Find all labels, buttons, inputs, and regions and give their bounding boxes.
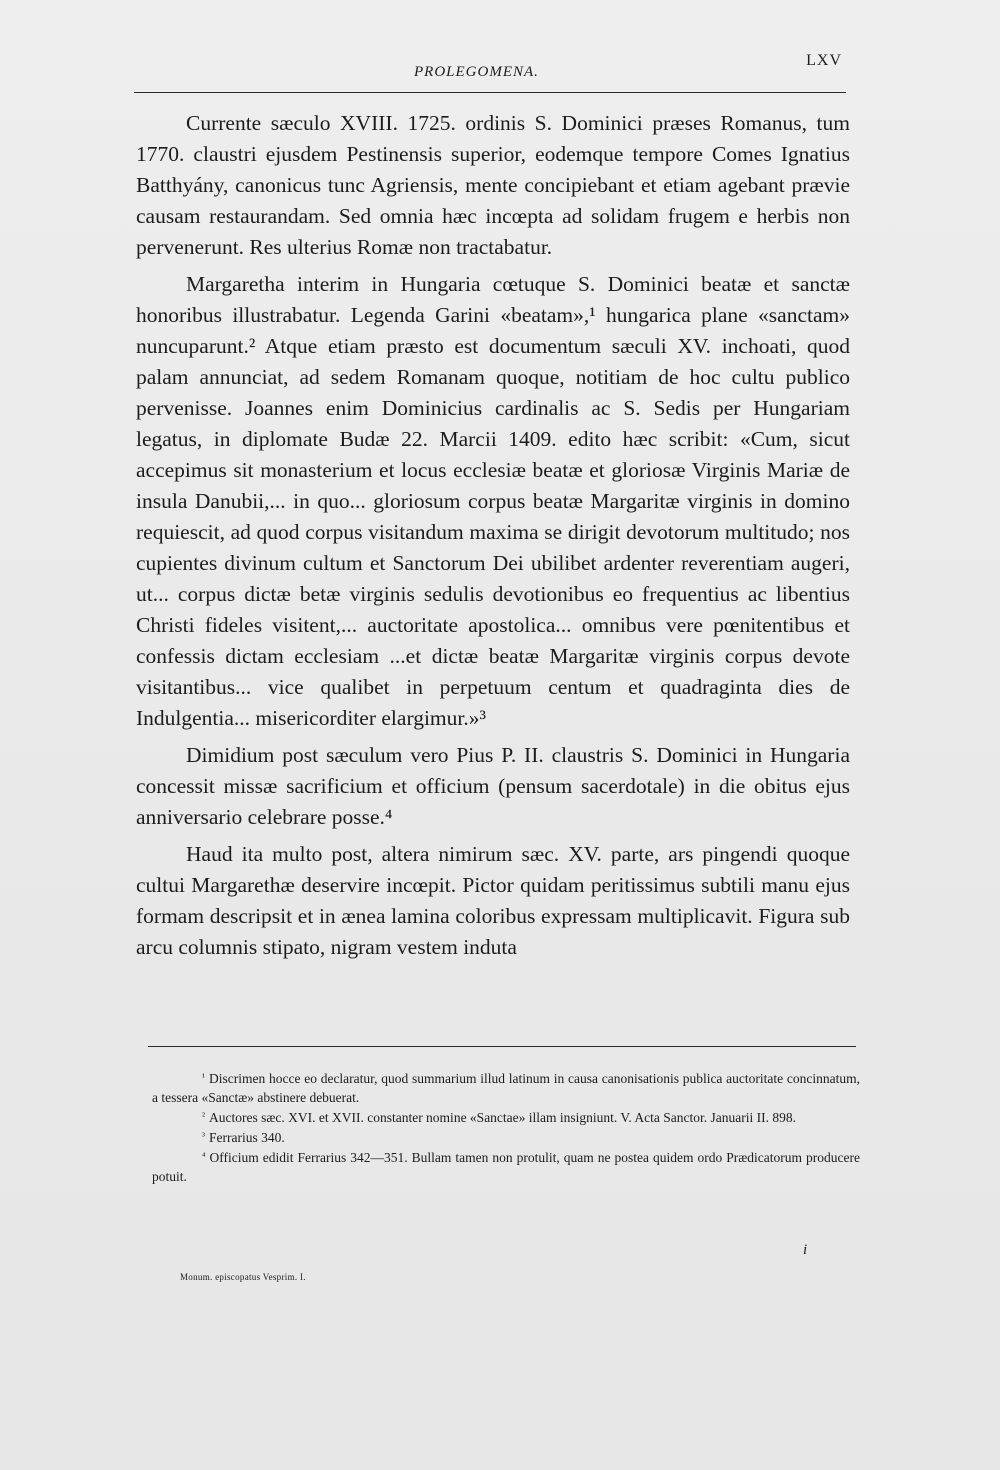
footnote xyxy=(152,1068,860,1107)
page-number: LXV xyxy=(806,52,842,69)
footnote-number: ¹ xyxy=(202,1072,205,1083)
footnote xyxy=(152,1147,860,1186)
paragraph: Margaretha interim in Hungaria cœtuque S. Dominici beatæ et sanctæ honoribus illustrabatur. Legenda Garini «beatam»,¹ hungarica plane «sanctam» nuncuparunt.² Atque etiam præsto est documentum sæculi XV. inchoati, quod palam annunciat, ad sedem Romanam quoque, notitiam de hoc cultu publico pervenisse. Joannes enim Dominicius cardinalis ac S. Sedis per Hungariam legatus, in diplomate Budæ 22. Marcii 1409. edito hæc scribit: «Cum, sicut accepimus sit monasterium et locus ecclesiæ beatæ et gloriosæ Virginis Mariæ de insula Danubii,... in quo... gloriosum corpus beatæ Margaritæ virginis in domino requiescit, ad quod corpus visitandum maxima se dirigit devotorum multitudo; nos cupientes divinum cultum et Sanctorum Dei ubilibet ardenter reverentiam augeri, ut... corpus dictæ betæ virginis sedulis devotionibus eo frequentius ac libentius Christi fideles visitent,... auctoritate apostolica... omnibus vere pœnitentibus et confessis dictam ecclesiam ...et dictæ beatæ Margaritæ virginis corpus devote visitantibus... vice qualibet in perpetuum centum et quadraginta dies de Indulgentia... misericorditer elargimur.»³ xyxy=(136,272,850,730)
footnote-number: ⁴ xyxy=(202,1151,206,1162)
footnote-text: Officium edidit Ferrarius 342—351. Bullam tamen non protulit, quam ne postea quidem ordo Prædicatorum producere potuit. xyxy=(152,1150,860,1184)
imprint-line: Monum. episcopatus Vesprim. I. xyxy=(180,1272,306,1282)
paragraph: Dimidium post sæculum vero Pius P. II. claustris S. Dominici in Hungaria concessit missæ sacrificium et officium (pensum sacerdotale) in die obitus ejus anniversario celebrare posse.⁴ xyxy=(136,743,850,829)
footnote-text: Discrimen hocce eo declaratur, quod summarium illud latinum in causa canonisationis publica auctoritate concinnatum, a tessera «Sanctæ» abstinere debuerat. xyxy=(152,1071,860,1105)
footnote-text: Auctores sæc. XVI. et XVII. constanter nomine «Sanctae» illam insigniunt. V. Acta Sanctor. Januarii II. 898. xyxy=(209,1110,797,1125)
paragraph: Currente sæculo XVIII. 1725. ordinis S. Dominici præses Romanus, tum 1770. claustri ejusdem Pestinensis superior, eodemque tempore Comes Ignatius Batthyány, canonicus tunc Agriensis, mente concipiebant et etiam agebant prævie causam restaurandam. Sed omnia hæc incœpta ad solidam frugem e herbis non pervenerunt. Res ulterius Romæ non tractabatur. xyxy=(136,111,850,259)
paragraph: Haud ita multo post, altera nimirum sæc. XV. parte, ars pingendi quoque cultui Margarethæ deservire incœpit. Pictor quidam peritissimus subtili manu ejus formam descripsit et in ænea lamina coloribus expressam multiplicavit. Figura sub arcu columnis stipato, nigram vestem induta xyxy=(136,842,850,959)
footnote-number: ² xyxy=(202,1111,205,1122)
main-text xyxy=(136,108,850,969)
footnotes xyxy=(152,1068,860,1186)
footnote xyxy=(152,1107,860,1127)
running-head: PROLEGOMENA. xyxy=(414,64,539,80)
signature-mark: i xyxy=(803,1242,808,1258)
page-header xyxy=(134,52,846,93)
footnote xyxy=(152,1127,860,1147)
footnote-number: ³ xyxy=(202,1131,205,1142)
footnote-rule xyxy=(148,1046,856,1047)
footnote-text: Ferrarius 340. xyxy=(209,1130,285,1145)
